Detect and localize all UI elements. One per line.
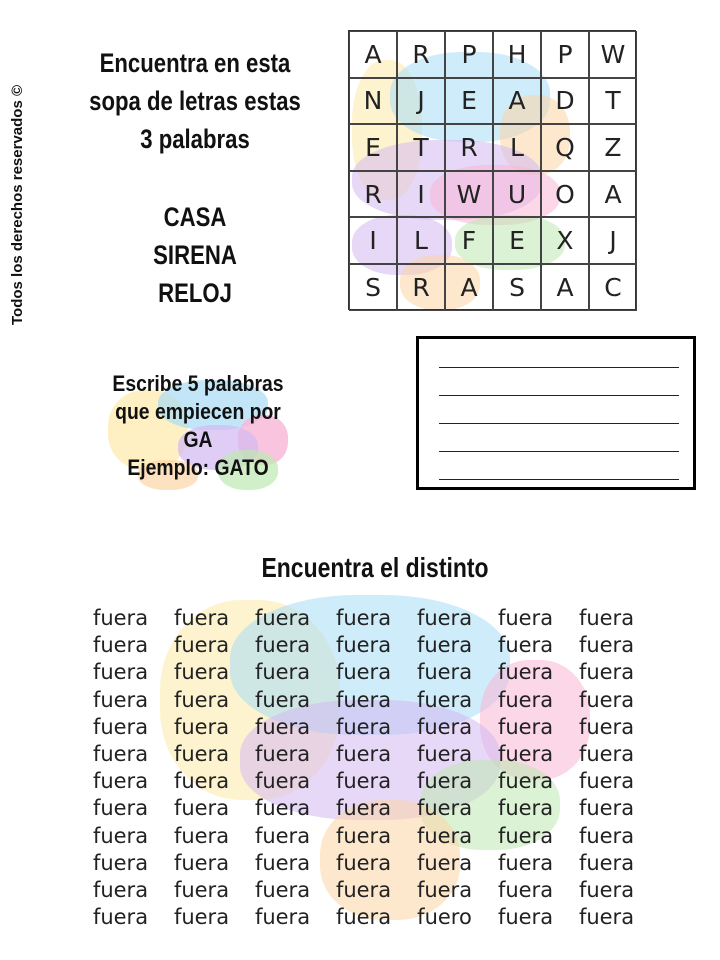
odd-one-out-word[interactable]: fuera xyxy=(173,796,230,821)
odd-one-out-word[interactable]: fuera xyxy=(497,606,554,630)
odd-one-out-word[interactable]: fuera xyxy=(92,769,149,794)
answer-line[interactable] xyxy=(439,395,679,396)
odd-one-out-word[interactable]: fuera xyxy=(497,687,554,712)
grid-cell[interactable]: L xyxy=(493,124,541,171)
grid-cell[interactable]: T xyxy=(397,124,445,171)
grid-cell[interactable]: H xyxy=(493,31,541,78)
grid-cell[interactable]: I xyxy=(397,171,445,218)
grid-cell[interactable]: P xyxy=(541,31,589,78)
odd-one-out-word[interactable]: fuera xyxy=(497,660,554,685)
grid-cell[interactable]: E xyxy=(493,217,541,264)
odd-one-out-word[interactable]: fuera xyxy=(92,796,149,821)
grid-cell[interactable]: Q xyxy=(541,124,589,171)
odd-one-out-word[interactable]: fuera xyxy=(92,905,149,930)
word-search-instruction xyxy=(84,44,305,158)
word-list-item: SIRENA xyxy=(153,240,237,270)
grid-cell[interactable]: D xyxy=(541,78,589,125)
writing-task-line: que empiecen por xyxy=(115,399,281,424)
odd-one-out-word[interactable]: fuera xyxy=(173,905,230,930)
grid-cell[interactable]: X xyxy=(541,217,589,264)
writing-task-text xyxy=(110,370,286,482)
odd-one-out-word[interactable]: fuera xyxy=(497,796,554,821)
odd-one-out-word[interactable]: fuera xyxy=(254,823,311,848)
odd-one-out-word[interactable]: fuera xyxy=(254,633,311,658)
grid-cell[interactable]: R xyxy=(397,264,445,311)
odd-one-out-word[interactable]: fuera xyxy=(254,796,311,821)
odd-one-out-word[interactable]: fuera xyxy=(416,796,473,821)
odd-one-out-word[interactable]: fuera xyxy=(173,769,230,794)
odd-one-out-word[interactable]: fuera xyxy=(92,660,149,685)
odd-one-out-word[interactable]: fuera xyxy=(416,687,473,712)
odd-one-out-word[interactable]: fuera xyxy=(92,687,149,712)
odd-one-out-word[interactable]: fuera xyxy=(416,741,473,766)
odd-one-out-word[interactable]: fuera xyxy=(335,769,392,794)
odd-one-out-word[interactable]: fuera xyxy=(254,769,311,794)
odd-one-out-word[interactable]: fuera xyxy=(416,606,473,630)
grid-cell[interactable]: A xyxy=(589,171,637,218)
grid-cell[interactable]: A xyxy=(541,264,589,311)
odd-one-out-word[interactable]: fuera xyxy=(578,823,635,848)
answer-line[interactable] xyxy=(439,367,679,368)
writing-task-line: Ejemplo: GATO xyxy=(127,455,269,480)
odd-one-out-word[interactable]: fuera xyxy=(335,687,392,712)
odd-one-out-word[interactable]: fuera xyxy=(335,877,392,902)
odd-one-out-word[interactable]: fuera xyxy=(578,905,635,930)
odd-one-out-word[interactable]: fuera xyxy=(578,850,635,875)
copyright-notice: Todos los derechos reservados © xyxy=(9,84,26,325)
odd-one-out-word[interactable]: fuera xyxy=(254,877,311,902)
odd-one-out-word[interactable]: fuera xyxy=(497,741,554,766)
odd-one-out-word[interactable]: fuera xyxy=(254,606,311,630)
odd-one-out-word[interactable]: fuera xyxy=(92,606,149,630)
odd-one-out-word[interactable]: fuera xyxy=(416,877,473,902)
answer-box xyxy=(416,336,696,490)
odd-one-out-word[interactable]: fuero xyxy=(417,905,472,930)
word-list xyxy=(117,198,273,312)
grid-cell[interactable]: L xyxy=(397,217,445,264)
odd-one-out-word[interactable]: fuera xyxy=(578,687,635,712)
answer-line[interactable] xyxy=(439,423,679,424)
odd-one-out-word[interactable]: fuera xyxy=(578,796,635,821)
odd-one-out-word[interactable]: fuera xyxy=(578,633,635,658)
odd-one-out-word[interactable]: fuera xyxy=(173,714,230,739)
grid-cell[interactable]: R xyxy=(349,171,397,218)
odd-one-out-word[interactable]: fuera xyxy=(416,850,473,875)
odd-one-out-word[interactable]: fuera xyxy=(254,660,311,685)
odd-one-out-word[interactable]: fuera xyxy=(416,660,473,685)
grid-cell[interactable]: T xyxy=(589,78,637,125)
grid-cell[interactable]: Z xyxy=(589,124,637,171)
odd-one-out-word[interactable]: fuera xyxy=(497,877,554,902)
writing-task-line: GA xyxy=(183,427,213,452)
answer-line[interactable] xyxy=(439,479,679,480)
writing-task-line: Escribe 5 palabras xyxy=(112,371,284,396)
odd-one-out-word[interactable]: fuera xyxy=(335,606,392,630)
grid-cell[interactable]: U xyxy=(493,171,541,218)
grid-cell[interactable]: J xyxy=(589,217,637,264)
grid-cell[interactable]: J xyxy=(397,78,445,125)
odd-one-out-word[interactable]: fuera xyxy=(173,687,230,712)
odd-one-out-word[interactable]: fuera xyxy=(578,660,635,685)
odd-one-out-word[interactable]: fuera xyxy=(92,823,149,848)
odd-one-out-word[interactable]: fuera xyxy=(497,905,554,930)
odd-one-out-grid xyxy=(80,605,650,931)
grid-cell[interactable]: S xyxy=(493,264,541,311)
odd-one-out-word[interactable]: fuera xyxy=(254,714,311,739)
odd-one-out-word[interactable]: fuera xyxy=(578,714,635,739)
odd-one-out-word[interactable]: fuera xyxy=(173,877,230,902)
odd-one-out-word[interactable]: fuera xyxy=(335,741,392,766)
odd-one-out-word[interactable]: fuera xyxy=(416,823,473,848)
odd-one-out-word[interactable]: fuera xyxy=(578,877,635,902)
grid-cell[interactable]: S xyxy=(349,264,397,311)
odd-one-out-word[interactable]: fuera xyxy=(254,905,311,930)
word-search-grid xyxy=(348,30,636,310)
odd-one-out-word[interactable]: fuera xyxy=(92,850,149,875)
odd-one-out-word[interactable]: fuera xyxy=(92,633,149,658)
grid-cell[interactable]: W xyxy=(445,171,493,218)
grid-cell[interactable]: A xyxy=(445,264,493,311)
grid-cell[interactable]: E xyxy=(445,78,493,125)
odd-one-out-word[interactable]: fuera xyxy=(416,769,473,794)
odd-one-out-word[interactable]: fuera xyxy=(254,850,311,875)
odd-one-out-word[interactable]: fuera xyxy=(173,823,230,848)
odd-one-out-word[interactable]: fuera xyxy=(335,714,392,739)
odd-one-out-word[interactable]: fuera xyxy=(335,823,392,848)
odd-one-out-word[interactable]: fuera xyxy=(416,633,473,658)
instruction-line: sopa de letras estas xyxy=(89,86,301,116)
instruction-line: Encuentra en esta xyxy=(99,48,291,78)
odd-one-out-word[interactable]: fuera xyxy=(497,769,554,794)
grid-cell[interactable]: R xyxy=(397,31,445,78)
word-list-item: CASA xyxy=(163,202,227,232)
word-list-item: RELOJ xyxy=(158,278,232,308)
odd-one-out-word[interactable]: fuera xyxy=(335,850,392,875)
odd-one-out-word[interactable]: fuera xyxy=(173,741,230,766)
grid-cell[interactable]: R xyxy=(445,124,493,171)
odd-one-out-title: Encuentra el distinto xyxy=(261,552,489,583)
odd-one-out-word[interactable]: fuera xyxy=(173,633,230,658)
instruction-line: 3 palabras xyxy=(140,124,250,154)
grid-cell[interactable]: P xyxy=(445,31,493,78)
writing-task xyxy=(98,370,298,500)
odd-one-out-word[interactable]: fuera xyxy=(92,714,149,739)
odd-one-out-word[interactable]: fuera xyxy=(92,877,149,902)
odd-one-out-word[interactable]: fuera xyxy=(335,660,392,685)
odd-one-out-word[interactable]: fuera xyxy=(254,687,311,712)
grid-cell[interactable]: A xyxy=(493,78,541,125)
odd-one-out-word[interactable]: fuera xyxy=(416,714,473,739)
odd-one-out-word[interactable]: fuera xyxy=(497,823,554,848)
odd-one-out-word[interactable]: fuera xyxy=(578,769,635,794)
grid-cell[interactable]: A xyxy=(349,31,397,78)
odd-one-out-word[interactable]: fuera xyxy=(335,633,392,658)
odd-one-out-word[interactable]: fuera xyxy=(173,850,230,875)
answer-line[interactable] xyxy=(439,451,679,452)
odd-one-out-word[interactable]: fuera xyxy=(497,714,554,739)
grid-cell[interactable]: O xyxy=(541,171,589,218)
grid-cell[interactable]: F xyxy=(445,217,493,264)
grid-cell[interactable]: W xyxy=(589,31,637,78)
odd-one-out-word[interactable]: fuera xyxy=(173,606,230,630)
odd-one-out-word[interactable]: fuera xyxy=(92,741,149,766)
odd-one-out-word[interactable]: fuera xyxy=(254,741,311,766)
odd-one-out-word[interactable]: fuera xyxy=(497,850,554,875)
odd-one-out-word[interactable]: fuera xyxy=(335,796,392,821)
odd-one-out-word[interactable]: fuera xyxy=(578,606,635,630)
odd-one-out-word[interactable]: fuera xyxy=(173,660,230,685)
grid-cell[interactable]: C xyxy=(589,264,637,311)
grid-cell[interactable]: I xyxy=(349,217,397,264)
odd-one-out-word[interactable]: fuera xyxy=(497,633,554,658)
grid-cell[interactable]: N xyxy=(349,78,397,125)
odd-one-out-word[interactable]: fuera xyxy=(335,905,392,930)
grid-cell[interactable]: E xyxy=(349,124,397,171)
odd-one-out-word[interactable]: fuera xyxy=(578,741,635,766)
